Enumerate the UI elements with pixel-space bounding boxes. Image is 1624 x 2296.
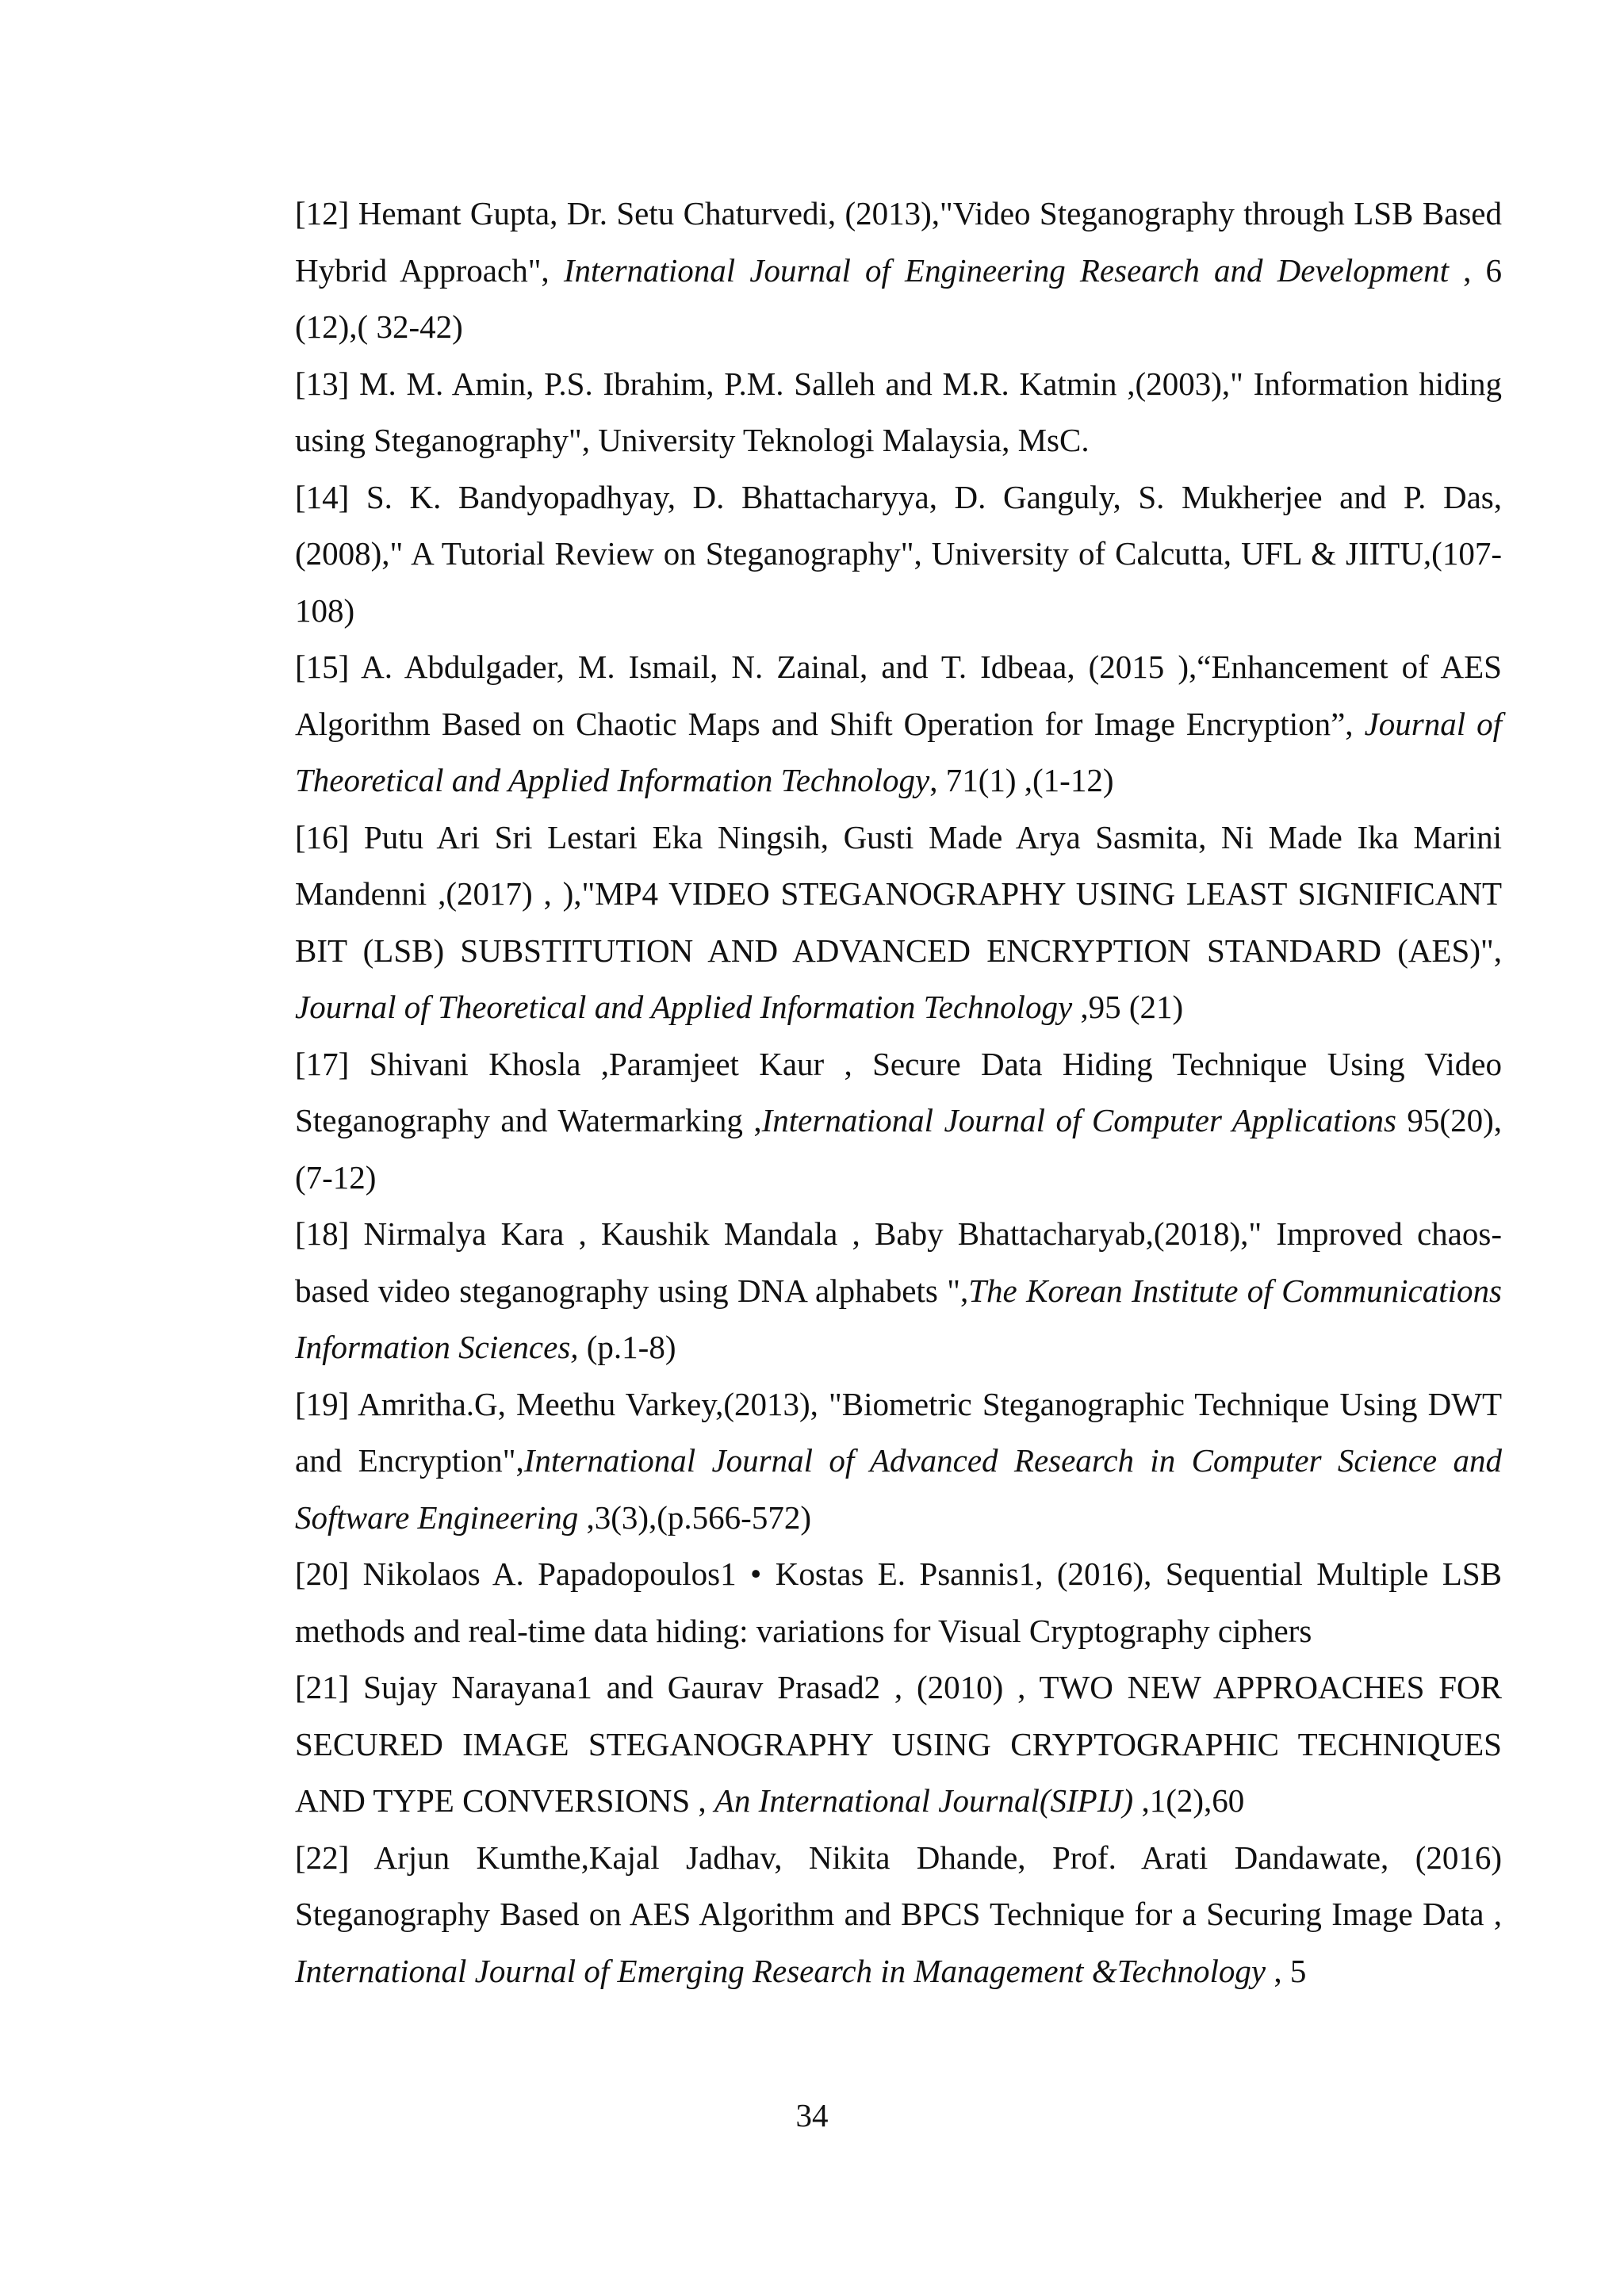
- reference-entry: [295, 1206, 1502, 1376]
- reference-text: , 6 (12),( 32-42): [295, 251, 1502, 345]
- reference-text: ,3(3),(p.566-572): [578, 1498, 811, 1536]
- reference-text: [21] Sujay Narayana1 and Gaurav Prasad2 , (2010) , TWO NEW APPROACHES FOR SECURED IMAGE STEGANOGRAPHY USING CRYPTOGRAPHIC TECHNIQUES AND TYPE CONVERSIONS ,: [295, 1669, 1502, 1819]
- reference-text: [22] Arjun Kumthe,Kajal Jadhav, Nikita Dhande, Prof. Arati Dandawate, (2016) Steganography Based on AES Algorithm and BPCS Technique for a Securing Image Data ,: [295, 1839, 1502, 1932]
- reference-text: [12] Hemant Gupta, Dr. Setu Chaturvedi, (2013),"Video Steganography through LSB Based Hybrid Approach",: [295, 195, 1502, 289]
- reference-entry: [295, 356, 1502, 469]
- reference-text: [19] Amritha.G, Meethu Varkey,(2013), "Biometric Steganographic Technique Using DWT and Encryption",: [295, 1385, 1502, 1479]
- reference-text: [18] Nirmalya Kara , Kaushik Mandala , Baby Bhattacharyab,(2018)," Improved chaos-based video steganography using DNA alphabets ",: [295, 1215, 1502, 1309]
- reference-text: ,1(2),60: [1133, 1782, 1245, 1819]
- reference-text: , 71(1) ,(1-12): [929, 762, 1114, 798]
- reference-journal-title: International Journal of Engineering Research and Development: [563, 251, 1449, 289]
- reference-text: [16] Putu Ari Sri Lestari Eka Ningsih, Gusti Made Arya Sasmita, Ni Made Ika Marini Mandenni ,(2017) , ),"MP4 VIDEO STEGANOGRAPHY USING LEAST SIGNIFICANT BIT (LSB) SUBSTITUTION AND ADVANCED ENCRYPTION STANDARD (AES)",: [295, 818, 1502, 969]
- reference-journal-title: International Journal of Advanced Research in Computer Science and Software Engineering: [295, 1442, 1502, 1536]
- reference-entry: [295, 469, 1502, 640]
- reference-journal-title: Journal of Theoretical and Applied Information Technology: [295, 989, 1073, 1025]
- reference-entry: [295, 809, 1502, 1036]
- reference-journal-title: Journal of Theoretical and Applied Information Technology: [295, 705, 1503, 798]
- reference-journal-title: International Journal of Emerging Research in Management &Technology: [295, 1952, 1266, 1989]
- reference-list: [295, 186, 1502, 1999]
- reference-text: [15] A. Abdulgader, M. Ismail, N. Zainal, and T. Idbeaa, (2015 ),“Enhancement of AES Algorithm Based on Chaotic Maps and Shift Operation for Image Encryption”,: [295, 649, 1502, 742]
- reference-text: [14] S. K. Bandyopadhyay, D. Bhattacharyya, D. Ganguly, S. Mukherjee and P. Das, (2008)," A Tutorial Review on Steganography", University of Calcutta, UFL & JIITU,(107-108): [295, 478, 1502, 629]
- reference-text: [13] M. M. Amin, P.S. Ibrahim, P.M. Salleh and M.R. Katmin ,(2003)," Information hiding using Steganography", University Teknologi Malaysia, MsC.: [295, 365, 1502, 458]
- reference-text: (p.1-8): [578, 1329, 676, 1365]
- reference-entry: [295, 186, 1502, 356]
- reference-entry: [295, 1659, 1502, 1830]
- reference-text: ,95 (21): [1072, 989, 1184, 1025]
- reference-text: , 5: [1266, 1952, 1307, 1989]
- reference-text: [20] Nikolaos A. Papadopoulos1 • Kostas E. Psannis1, (2016), Sequential Multiple LSB methods and real-time data hiding: variations for Visual Cryptography ciphers: [295, 1556, 1502, 1649]
- reference-entry: [295, 639, 1502, 809]
- reference-journal-title: An International Journal(SIPIJ): [714, 1782, 1134, 1819]
- reference-journal-title: The Korean Institute of Communications Information Sciences,: [295, 1272, 1502, 1365]
- reference-entry: [295, 1830, 1502, 2000]
- reference-journal-title: International Journal of Computer Applications: [761, 1102, 1396, 1138]
- reference-text: 95(20),(7-12): [295, 1102, 1502, 1196]
- reference-text: [17] Shivani Khosla ,Paramjeet Kaur , Secure Data Hiding Technique Using Video Steganography and Watermarking ,: [295, 1045, 1502, 1138]
- page-number: 34: [795, 2097, 829, 2133]
- reference-entry: [295, 1546, 1502, 1659]
- reference-entry: [295, 1036, 1502, 1207]
- reference-entry: [295, 1376, 1502, 1547]
